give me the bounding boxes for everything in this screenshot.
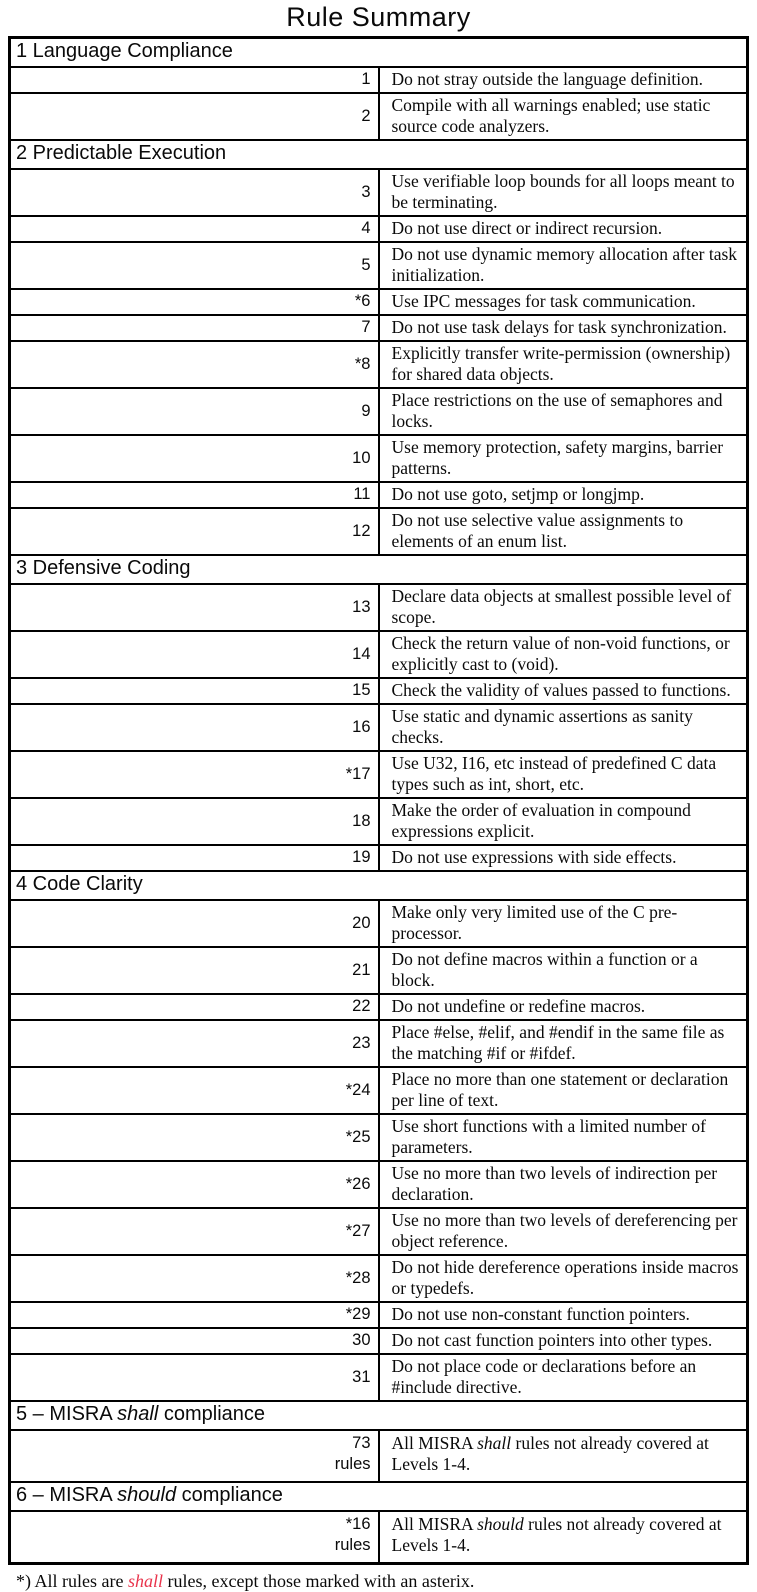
- rule-description-text: Use verifiable loop bounds for all loops meant to be terminating.: [392, 171, 735, 212]
- rule-number: [10, 315, 379, 341]
- section-header-text: 5 – MISRA: [16, 1403, 117, 1425]
- rule-number: [10, 1067, 379, 1114]
- rule-description-text: should: [477, 1514, 524, 1534]
- rule-description-text: Do not undefine or redefine macros.: [392, 996, 646, 1016]
- rule-number-line: 2: [11, 106, 371, 127]
- rule-description: [379, 1114, 748, 1161]
- section-header-text: compliance: [176, 1484, 283, 1506]
- table-row: [10, 1511, 748, 1563]
- table-row: [10, 1067, 748, 1114]
- rule-description-text: Use IPC messages for task communication.: [392, 291, 696, 311]
- rule-number-line: 73: [11, 1433, 371, 1454]
- table-row: [10, 388, 748, 435]
- rule-description: [379, 482, 748, 508]
- table-row: [10, 798, 748, 845]
- rule-description-text: Make the order of evaluation in compound expressions explicit.: [392, 800, 691, 841]
- rule-number-line: 3: [11, 182, 371, 203]
- rule-number: [10, 678, 379, 704]
- rule-description-text: Do not use task delays for task synchronization.: [392, 317, 727, 337]
- rule-description: [379, 1255, 748, 1302]
- section-header-row: [10, 871, 748, 900]
- rule-description: [379, 1511, 748, 1563]
- rule-description: [379, 1302, 748, 1328]
- rule-number: [10, 169, 379, 216]
- rule-description: [379, 435, 748, 482]
- table-row: [10, 1302, 748, 1328]
- rule-number-line: 16: [11, 717, 371, 738]
- rule-number-line: 7: [11, 317, 371, 338]
- rule-number-line: 23: [11, 1033, 371, 1054]
- rule-number: [10, 1302, 379, 1328]
- rule-description: [379, 704, 748, 751]
- table-row: [10, 994, 748, 1020]
- rule-number-line: *16: [11, 1514, 371, 1535]
- rule-description: [379, 994, 748, 1020]
- rule-description-text: Do not hide dereference operations inside macros or typedefs.: [392, 1257, 739, 1298]
- rule-number: [10, 93, 379, 140]
- rule-description: [379, 341, 748, 388]
- section-header-text: compliance: [158, 1403, 265, 1425]
- section-header: [10, 555, 748, 584]
- rule-description: [379, 242, 748, 289]
- rule-description-text: Place #else, #elif, and #endif in the same file as the matching #if or #ifdef.: [392, 1022, 725, 1063]
- rule-description: [379, 388, 748, 435]
- section-header-text: shall: [117, 1403, 158, 1425]
- rule-description-text: Do not use non-constant function pointers.: [392, 1304, 690, 1324]
- rule-number: [10, 900, 379, 947]
- rule-description-text: Do not define macros within a function or a block.: [392, 949, 698, 990]
- table-row: [10, 1255, 748, 1302]
- section-header-text: 2 Predictable Execution: [16, 142, 226, 164]
- rule-description-text: Do not use dynamic memory allocation after task initialization.: [392, 244, 738, 285]
- rule-description-text: Place no more than one statement or declaration per line of text.: [392, 1069, 729, 1110]
- rule-number: [10, 289, 379, 315]
- rule-number: [10, 341, 379, 388]
- rule-description-text: Do not cast function pointers into other types.: [392, 1330, 713, 1350]
- rule-number: [10, 1354, 379, 1401]
- rule-number: [10, 1328, 379, 1354]
- table-row: [10, 169, 748, 216]
- rule-description-text: Make only very limited use of the C pre-processor.: [392, 902, 678, 943]
- section-header: [10, 140, 748, 169]
- rule-description: [379, 1208, 748, 1255]
- rule-number-line: 5: [11, 255, 371, 276]
- rule-number-line: *6: [11, 291, 371, 312]
- rule-description: [379, 631, 748, 678]
- rule-number: [10, 1255, 379, 1302]
- rule-number-line: *24: [11, 1080, 371, 1101]
- rule-number: [10, 67, 379, 93]
- rule-description-text: Do not use expressions with side effects.: [392, 847, 677, 867]
- table-row: [10, 900, 748, 947]
- table-row: [10, 341, 748, 388]
- rule-number-line: *8: [11, 354, 371, 375]
- rule-number-line: 11: [11, 484, 371, 505]
- rule-description-text: Use short functions with a limited number of parameters.: [392, 1116, 706, 1157]
- rule-number: [10, 1430, 379, 1482]
- rule-description: [379, 1328, 748, 1354]
- section-header-row: [10, 1482, 748, 1511]
- rule-number: [10, 947, 379, 994]
- rule-number: [10, 845, 379, 871]
- rule-description: [379, 216, 748, 242]
- rule-description-text: rules not already covered at Levels 1-4.: [392, 1433, 709, 1474]
- table-row: [10, 631, 748, 678]
- rule-description-text: Use static and dynamic assertions as sanity checks.: [392, 706, 693, 747]
- rule-number-line: 9: [11, 401, 371, 422]
- section-header-row: [10, 555, 748, 584]
- rule-description-text: All MISRA: [392, 1514, 478, 1534]
- rule-number-line: 13: [11, 597, 371, 618]
- rule-number: [10, 482, 379, 508]
- rule-description-text: Compile with all warnings enabled; use static source code analyzers.: [392, 95, 711, 136]
- section-header-row: [10, 140, 748, 169]
- rule-number-line: *25: [11, 1127, 371, 1148]
- rule-number-line: *17: [11, 764, 371, 785]
- rule-description-text: Explicitly transfer write-permission (ownership) for shared data objects.: [392, 343, 731, 384]
- rule-description-text: shall: [477, 1433, 511, 1453]
- rule-description-text: rules not already covered at Levels 1-4.: [392, 1514, 722, 1555]
- rule-description: [379, 67, 748, 93]
- rule-description-text: Do not stray outside the language definition.: [392, 69, 704, 89]
- rule-description: [379, 93, 748, 140]
- rule-description-text: Do not use selective value assignments to elements of an enum list.: [392, 510, 684, 551]
- rule-description: [379, 1020, 748, 1067]
- rule-description: [379, 900, 748, 947]
- rule-number: [10, 631, 379, 678]
- rule-description: [379, 798, 748, 845]
- table-row: [10, 1328, 748, 1354]
- rule-description-text: Place restrictions on the use of semaphores and locks.: [392, 390, 723, 431]
- rule-number-unit: rules: [11, 1535, 371, 1556]
- rule-number-line: 22: [11, 996, 371, 1017]
- section-header-row: [10, 38, 748, 68]
- table-row: [10, 289, 748, 315]
- rule-description: [379, 289, 748, 315]
- section-header: [10, 871, 748, 900]
- rule-summary-table-body: [10, 38, 748, 1564]
- table-row: [10, 1430, 748, 1482]
- table-row: [10, 482, 748, 508]
- rule-number: [10, 242, 379, 289]
- table-row: [10, 435, 748, 482]
- rule-description-text: Declare data objects at smallest possible level of scope.: [392, 586, 732, 627]
- rule-number: [10, 508, 379, 555]
- table-row: [10, 1114, 748, 1161]
- rule-description: [379, 584, 748, 631]
- table-row: [10, 704, 748, 751]
- rule-number-line: 4: [11, 218, 371, 239]
- rule-number-line: 14: [11, 644, 371, 665]
- section-header-text: 3 Defensive Coding: [16, 557, 191, 579]
- rule-description: [379, 1067, 748, 1114]
- section-header-text: should: [117, 1484, 176, 1506]
- table-row: [10, 1161, 748, 1208]
- page-title: Rule Summary: [0, 2, 757, 33]
- rule-description: [379, 751, 748, 798]
- footnote: [16, 1571, 757, 1592]
- table-row: [10, 242, 748, 289]
- table-row: [10, 1208, 748, 1255]
- rule-number-line: *29: [11, 1304, 371, 1325]
- rule-number-line: 21: [11, 960, 371, 981]
- table-row: [10, 315, 748, 341]
- table-row: [10, 508, 748, 555]
- rule-number: [10, 751, 379, 798]
- rule-number-line: 20: [11, 913, 371, 934]
- rule-number-line: 10: [11, 448, 371, 469]
- table-row: [10, 751, 748, 798]
- rule-number-line: *27: [11, 1221, 371, 1242]
- rule-number: [10, 216, 379, 242]
- rule-number: [10, 1511, 379, 1563]
- table-row: [10, 947, 748, 994]
- table-row: [10, 678, 748, 704]
- rule-number: [10, 435, 379, 482]
- rule-description: [379, 508, 748, 555]
- table-row: [10, 584, 748, 631]
- table-row: [10, 93, 748, 140]
- section-header-text: 1 Language Compliance: [16, 40, 233, 62]
- rule-number: [10, 704, 379, 751]
- rule-number-line: 30: [11, 1330, 371, 1351]
- table-row: [10, 67, 748, 93]
- section-header-row: [10, 1401, 748, 1430]
- rule-description: [379, 678, 748, 704]
- section-header-text: 6 – MISRA: [16, 1484, 117, 1506]
- rule-number-line: *28: [11, 1268, 371, 1289]
- footnote-text: shall: [128, 1571, 163, 1591]
- rule-description: [379, 1430, 748, 1482]
- rule-number-line: 15: [11, 680, 371, 701]
- section-header: [10, 1482, 748, 1511]
- table-row: [10, 216, 748, 242]
- rule-number-line: 12: [11, 521, 371, 542]
- rule-description-text: Use U32, I16, etc instead of predefined C data types such as int, short, etc.: [392, 753, 717, 794]
- rule-number-line: 31: [11, 1367, 371, 1388]
- rule-description: [379, 947, 748, 994]
- rule-number: [10, 994, 379, 1020]
- rule-number-line: 18: [11, 811, 371, 832]
- rule-description: [379, 1354, 748, 1401]
- rule-description: [379, 845, 748, 871]
- rule-description: [379, 169, 748, 216]
- rule-number: [10, 1161, 379, 1208]
- rule-number: [10, 1208, 379, 1255]
- rule-description: [379, 315, 748, 341]
- rule-number: [10, 1020, 379, 1067]
- rule-number: [10, 798, 379, 845]
- section-header-text: 4 Code Clarity: [16, 873, 143, 895]
- rule-summary-table: [8, 36, 749, 1565]
- rule-number-line: 1: [11, 69, 371, 90]
- section-header: [10, 38, 748, 68]
- rule-description: [379, 1161, 748, 1208]
- rule-description-text: Do not use goto, setjmp or longjmp.: [392, 484, 645, 504]
- table-row: [10, 1020, 748, 1067]
- rule-description-text: All MISRA: [392, 1433, 478, 1453]
- rule-description-text: Use no more than two levels of dereferencing per object reference.: [392, 1210, 738, 1251]
- table-row: [10, 845, 748, 871]
- rule-number-line: *26: [11, 1174, 371, 1195]
- table-row: [10, 1354, 748, 1401]
- rule-description-text: Check the return value of non-void functions, or explicitly cast to (void).: [392, 633, 730, 674]
- rule-number-unit: rules: [11, 1454, 371, 1475]
- rule-description-text: Check the validity of values passed to functions.: [392, 680, 731, 700]
- rule-description-text: Do not place code or declarations before an #include directive.: [392, 1356, 697, 1397]
- rule-number: [10, 1114, 379, 1161]
- footnote-text: *) All rules are: [16, 1571, 128, 1591]
- rule-description-text: Use memory protection, safety margins, barrier patterns.: [392, 437, 724, 478]
- rule-description-text: Do not use direct or indirect recursion.: [392, 218, 663, 238]
- rule-number: [10, 388, 379, 435]
- rule-number-line: 19: [11, 847, 371, 868]
- section-header: [10, 1401, 748, 1430]
- rule-number: [10, 584, 379, 631]
- footnote-text: rules, except those marked with an asterix.: [163, 1571, 474, 1591]
- rule-description-text: Use no more than two levels of indirection per declaration.: [392, 1163, 718, 1204]
- document-page: [0, 2, 757, 1592]
